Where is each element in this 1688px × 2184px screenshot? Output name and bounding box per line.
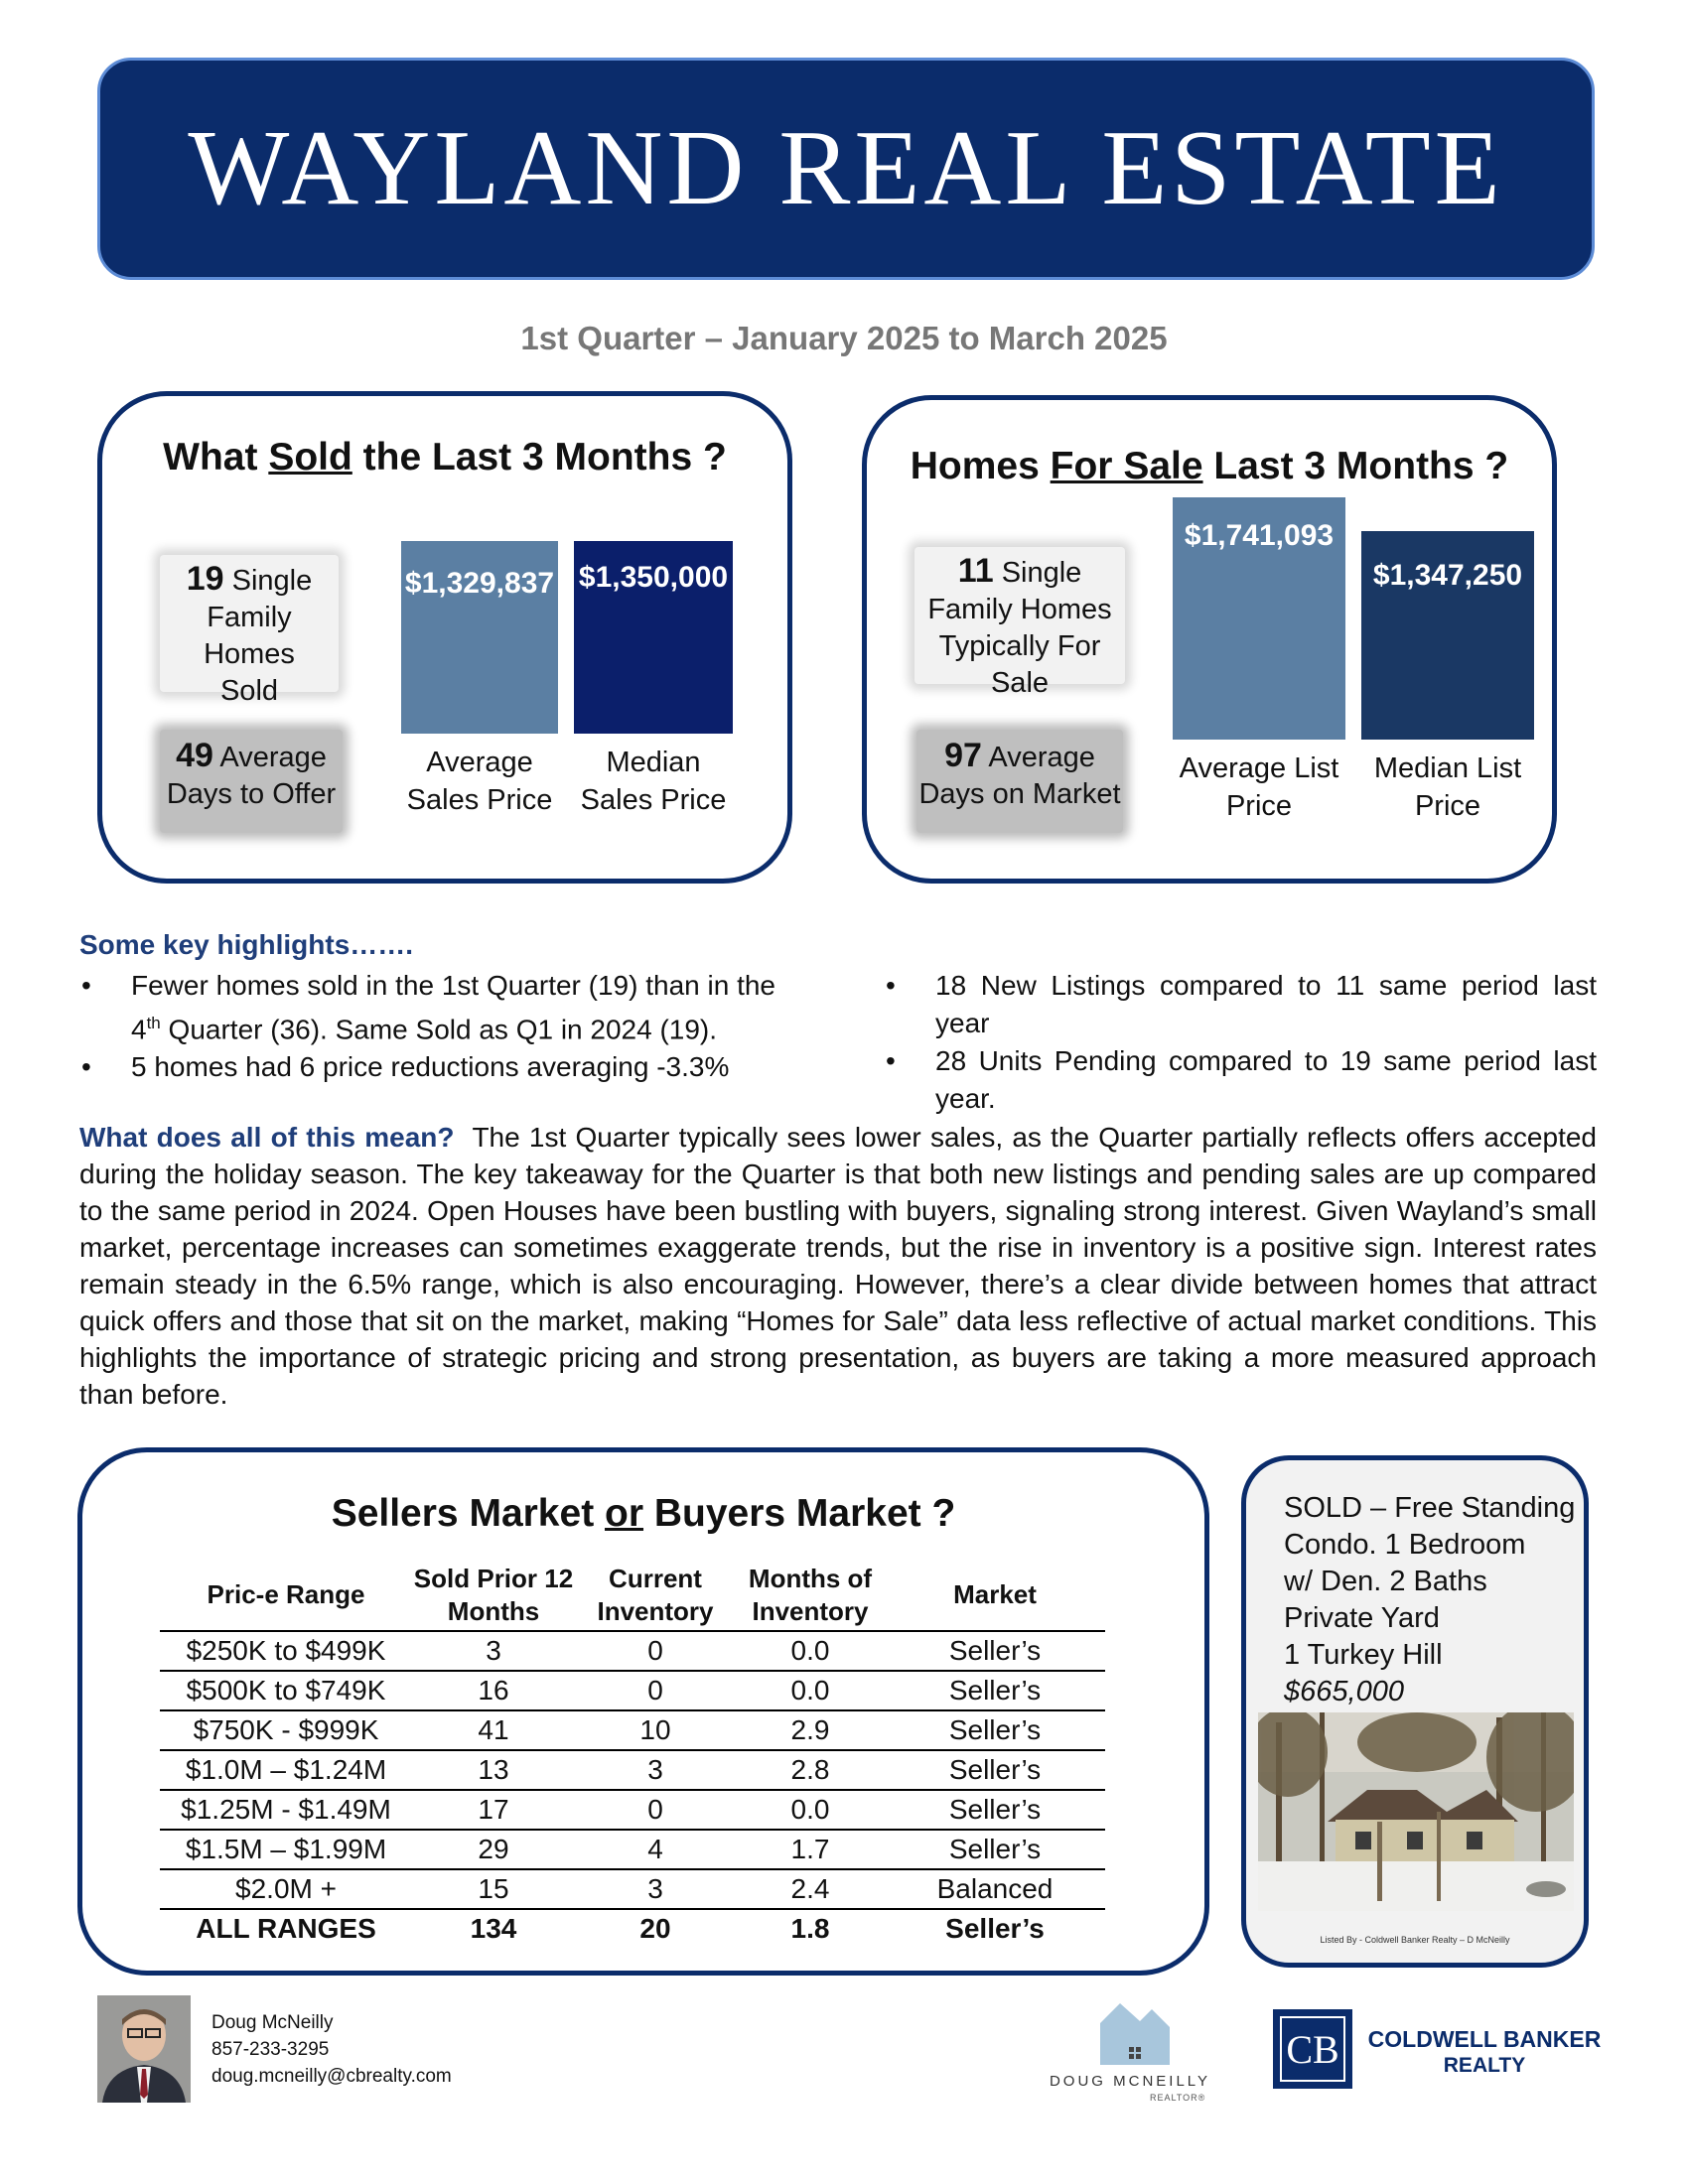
cell-price-range: ALL RANGES: [196, 1913, 376, 1944]
cell-sold-prior: 13: [412, 1750, 575, 1790]
sold-panel-title: What Sold the Last 3 Months ?: [163, 436, 727, 478]
cell-price-range: $2.0M +: [160, 1869, 412, 1909]
cell-months-inventory: 0.0: [736, 1631, 885, 1671]
list-item: • 28 Units Pending compared to 19 same period last year.: [884, 1042, 1597, 1118]
homes-for-sale-card: 11 Single Family Homes Typically For Sale: [914, 547, 1125, 684]
highlights-left-list: [79, 967, 800, 1086]
for-sale-panel: [862, 395, 1557, 884]
median-list-price-label: Median List Price: [1373, 752, 1522, 822]
cell-price-range: $250K to $499K: [160, 1631, 412, 1671]
agent-contact: [211, 2009, 452, 2090]
highlights-right-list: [884, 967, 1597, 1118]
sold-price: $665,000: [1284, 1676, 1404, 1707]
house-logo-icon: [1100, 2003, 1170, 2065]
house-photo: [1258, 1712, 1574, 1911]
days-to-offer-card: 49 Average Days to Offer: [160, 730, 343, 833]
cell-market: Seller’s: [885, 1750, 1105, 1790]
days-on-market-card: 97 Average Days on Market: [916, 730, 1123, 833]
sold-panel: [97, 391, 792, 884]
meaning-paragraph: [79, 1119, 1597, 1413]
cell-market: Seller’s: [885, 1830, 1105, 1869]
meaning-lead: What does all of this mean?: [79, 1122, 455, 1153]
agent-email: doug.mcneilly@cbrealty.com: [211, 2066, 452, 2087]
col-header-market: Market: [953, 1579, 1037, 1609]
sold-listing-panel: [1241, 1455, 1589, 1968]
cell-price-range: $1.0M – $1.24M: [160, 1750, 412, 1790]
cell-months-inventory: 1.7: [736, 1830, 885, 1869]
cell-months-inventory: 2.8: [736, 1750, 885, 1790]
avg-list-price-bar: $1,741,093: [1173, 497, 1345, 740]
cell-months-inventory: 2.9: [736, 1710, 885, 1750]
market-panel: [77, 1447, 1209, 1976]
cell-price-range: $1.25M - $1.49M: [160, 1790, 412, 1830]
col-header-sold-prior: Sold Prior 12 Months: [413, 1563, 574, 1626]
cell-sold-prior: 41: [412, 1710, 575, 1750]
homes-sold-card: 19 Single Family Homes Sold: [160, 555, 339, 692]
table-row: [160, 1909, 1105, 1948]
col-header-months-inventory: Months of Inventory: [748, 1563, 873, 1626]
table-row: [160, 1869, 1105, 1909]
listing-credit: Listed By - Coldwell Banker Realty – D McNeilly: [1320, 1935, 1510, 1945]
cell-sold-prior: 29: [412, 1830, 575, 1869]
market-panel-title: Sellers Market or Buyers Market ?: [331, 1492, 956, 1535]
table-row: [160, 1830, 1105, 1869]
cell-market: Seller’s: [885, 1710, 1105, 1750]
cell-current-inventory: 0: [575, 1671, 736, 1710]
table-row: [160, 1671, 1105, 1710]
cell-sold-prior: 15: [412, 1869, 575, 1909]
quarter-subtitle: 1st Quarter – January 2025 to March 2025: [520, 320, 1168, 356]
cell-months-inventory: 0.0: [736, 1671, 885, 1710]
highlights-heading: Some key highlights…….: [79, 929, 414, 960]
median-sales-price-bar: $1,350,000: [574, 541, 733, 734]
list-item: • 18 New Listings compared to 11 same period last year: [884, 967, 1597, 1042]
cell-sold-prior: 16: [412, 1671, 575, 1710]
header-banner: [97, 58, 1595, 280]
sold-listing-description: SOLD – Free Standing Condo. 1 Bedroom w/ Den. 2 Baths Private Yard 1 Turkey Hill $665,000: [1284, 1490, 1582, 1710]
cell-current-inventory: 3: [575, 1869, 736, 1909]
avg-sales-price-bar: $1,329,837: [401, 541, 558, 734]
cell-current-inventory: 20: [639, 1913, 671, 1944]
cell-market: Seller’s: [945, 1913, 1045, 1944]
median-list-price-bar: $1,347,250: [1361, 531, 1534, 740]
cell-current-inventory: 0: [575, 1631, 736, 1671]
cell-sold-prior: 134: [470, 1913, 517, 1944]
cell-months-inventory: 0.0: [736, 1790, 885, 1830]
col-header-price-range: Pric-e Range: [207, 1579, 365, 1609]
cell-price-range: $1.5M – $1.99M: [160, 1830, 412, 1869]
for-sale-panel-title: Homes For Sale Last 3 Months ?: [910, 445, 1509, 487]
market-table: [160, 1560, 1105, 1948]
brand-name: COLDWELL BANKER REALTY: [1367, 2026, 1602, 2077]
list-item: • Fewer homes sold in the 1st Quarter (19) than in the 4th Quarter (36). Same Sold as Q1 in 2024 (19).: [79, 967, 800, 1048]
cell-current-inventory: 4: [575, 1830, 736, 1869]
median-sales-price-label: Median Sales Price: [580, 747, 727, 816]
table-row: [160, 1710, 1105, 1750]
agent-logo: DOUG MCNEILLY REALTOR®: [1031, 2003, 1229, 2115]
cell-price-range: $750K - $999K: [160, 1710, 412, 1750]
cell-current-inventory: 0: [575, 1790, 736, 1830]
cell-sold-prior: 3: [412, 1631, 575, 1671]
avg-sales-price-label: Average Sales Price: [406, 747, 553, 816]
cell-current-inventory: 10: [575, 1710, 736, 1750]
cell-current-inventory: 3: [575, 1750, 736, 1790]
cell-market: Balanced: [885, 1869, 1105, 1909]
col-header-current-inventory: Current Inventory: [597, 1563, 714, 1626]
cell-market: Seller’s: [885, 1631, 1105, 1671]
page-title: WAYLAND REAL ESTATE: [188, 109, 1504, 227]
cell-months-inventory: 1.8: [790, 1913, 830, 1944]
avg-list-price-label: Average List Price: [1179, 752, 1339, 822]
cell-sold-prior: 17: [412, 1790, 575, 1830]
cell-market: Seller’s: [885, 1671, 1105, 1710]
cell-market: Seller’s: [885, 1790, 1105, 1830]
agent-phone: 857-233-3295: [211, 2039, 330, 2060]
list-item: • 5 homes had 6 price reductions averaging -3.3%: [79, 1048, 800, 1086]
agent-name: Doug McNeilly: [211, 2012, 334, 2033]
cell-months-inventory: 2.4: [736, 1869, 885, 1909]
table-row: [160, 1750, 1105, 1790]
cb-logo-icon: CB: [1273, 2009, 1352, 2089]
table-row: [160, 1790, 1105, 1830]
table-row: [160, 1631, 1105, 1671]
agent-photo: [97, 1995, 191, 2103]
meaning-text: The 1st Quarter typically sees lower sales, as the Quarter partially reflects offers accepted during the holiday season. The key takeaway for the Quarter is that both new listings and pending sales are up compared to the same period in 2024. Open Houses have been bustling with buyers, signaling strong interest. Given Wayland’s small market, percentage increases can sometimes exaggerate trends, but the rise in inventory is a positive sign. Interest rates remain steady in the 6.5% range, which is also encouraging. However, there’s a clear divide between homes that attract quick offers and those that sit on the market, making “Homes for Sale” data less reflective of actual market conditions. This highlights the importance of strategic pricing and strong presentation, as buyers are taking a more measured approach than before.: [79, 1122, 1597, 1410]
cell-price-range: $500K to $749K: [160, 1671, 412, 1710]
